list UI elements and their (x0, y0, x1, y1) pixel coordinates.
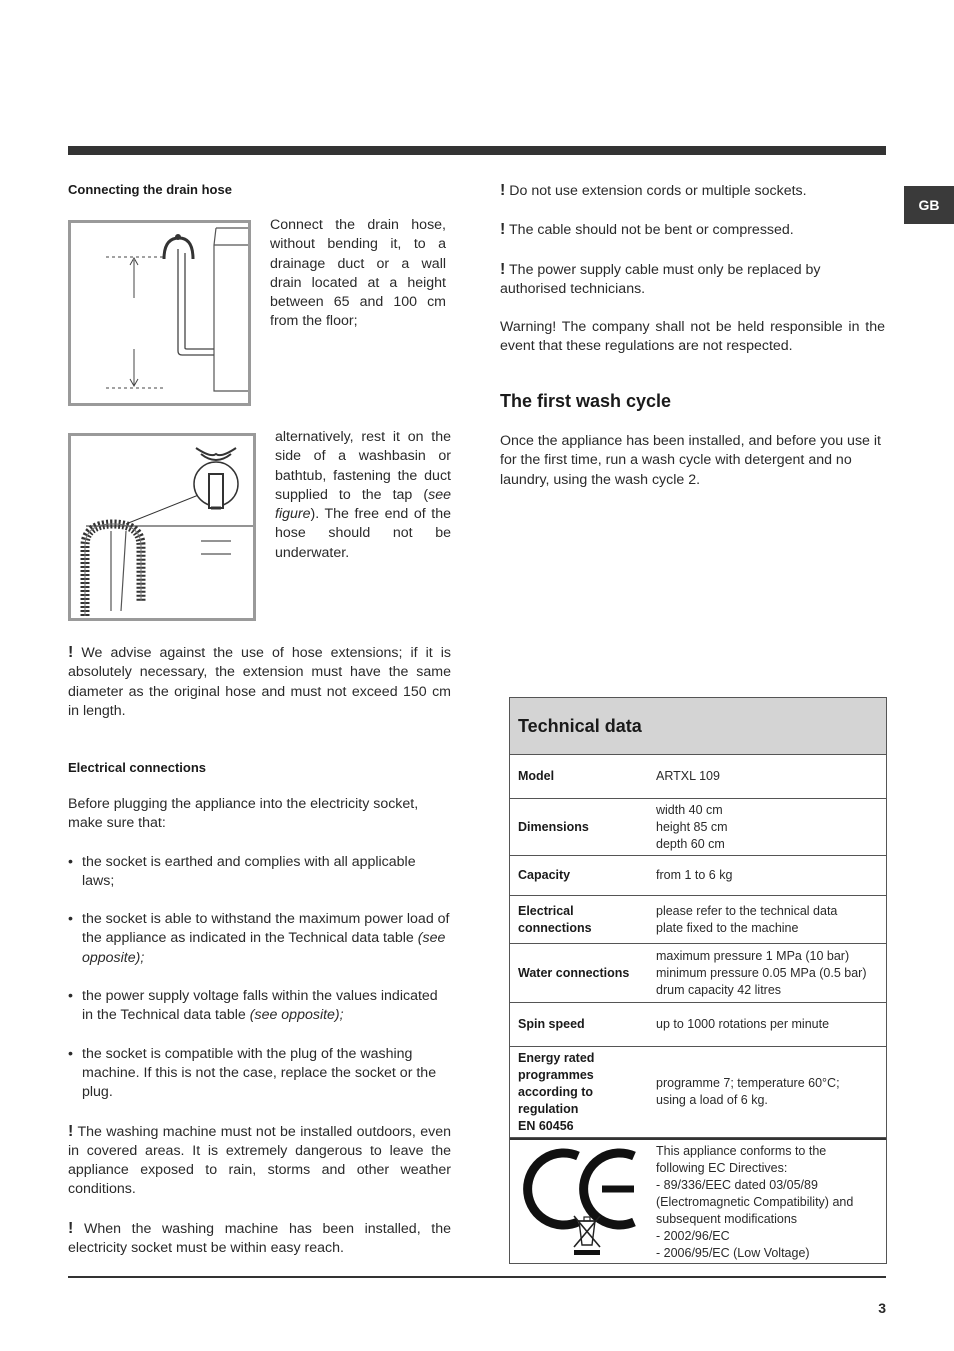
outdoors-warning: ! The washing machine must not be installed outdoors, even in covered areas. It is extremely dangerous to leave the appliance exposed to rain, storms and other weather conditions. (68, 1122, 451, 1198)
electrical-intro: Before plugging the appliance into the electricity socket, make sure that: (68, 796, 419, 832)
model-value: ARTXL 109 (656, 769, 720, 783)
model-label: Model (518, 769, 555, 783)
drain-text-1: Connect the drain hose, without bending it, to a drainage duct or a wall drain located at a height between 65 and 100 cm from the floor; (270, 217, 446, 330)
extension-cord-warning: ! Do not use extension cords or multiple sockets. (500, 182, 807, 199)
electrical-section (68, 795, 451, 1258)
table-row-dimensions (510, 799, 886, 856)
bullet-earthed: • the socket is earthed and complies with all applicable laws; (68, 853, 451, 892)
top-rule (68, 146, 886, 155)
bullet-voltage: • the power supply voltage falls within the values indicated in the Technical data table (see opposite); (68, 987, 451, 1026)
electrical-label: Electrical connections (518, 903, 592, 935)
technical-data-title: Technical data (510, 698, 886, 755)
table-row-model (510, 755, 886, 799)
technical-data-table (509, 697, 887, 1264)
socket-reach-warning: ! When the washing machine has been installed, the electricity socket must be within easy reach. (68, 1219, 451, 1257)
drain-text-2: alternatively, rest it on the side of a washbasin or bathtub, fastening the duct supplied to the tap (see figure). The free end of the hose should not be underwater. (275, 429, 451, 561)
table-row-water (510, 944, 886, 1003)
weee-bin-icon (570, 1213, 604, 1255)
cable-replace-warning: ! The power supply cable must only be replaced by authorised technicians. (500, 260, 821, 297)
table-row-spin (510, 1003, 886, 1047)
table-row-electrical (510, 896, 886, 944)
water-label: Water connections (518, 965, 630, 980)
drain-basin-illustration (71, 436, 253, 618)
dimensions-value: width 40 cm height 85 cm depth 60 cm (656, 802, 728, 851)
bullet-power-load: • the socket is able to withstand the maximum power load of the appliance as indicated in the Technical data table (see opposite); (68, 910, 451, 968)
language-tab: GB (904, 186, 954, 224)
bullet-plug: • the socket is compatible with the plug of the washing machine. If this is not the case, replace the socket or the plug. (68, 1045, 451, 1103)
drain-hose-heading: Connecting the drain hose (68, 182, 232, 197)
capacity-value: from 1 to 6 kg (656, 868, 733, 882)
hose-extension-warning: ! We advise against the use of hose extensions; if it is absolutely necessary, the extension must have the same diameter as the original hose and must not exceed 150 cm in length. (68, 644, 451, 719)
page-number: 3 (878, 1300, 886, 1316)
cable-bent-warning: ! The cable should not be bent or compressed. (500, 221, 794, 239)
spin-value: up to 1000 rotations per minute (656, 1017, 830, 1031)
electrical-value: please refer to the technical data plate fixed to the machine (656, 903, 838, 935)
table-row-energy (510, 1047, 886, 1138)
ce-directives: This appliance conforms to the following EC Directives: - 89/336/EEC dated 03/05/89 (Electromagnetic Compatibility) and subsequent modifications - 2002/96/EC - 2006/95/EC (Low Voltage) (656, 1144, 854, 1260)
company-warning: Warning! The company shall not be held responsible in the event that these regulations are not respected. (500, 319, 885, 355)
capacity-label: Capacity (518, 868, 571, 882)
first-wash-text: Once the appliance has been installed, and before you use it for the first time, run a wash cycle with detergent and no laundry, using the wash cycle 2. (500, 433, 881, 488)
drain-wall-illustration (71, 223, 248, 403)
table-row-ce (510, 1138, 886, 1263)
energy-label: Energy rated programmes according to regulation EN 60456 (518, 1050, 595, 1133)
drain-wall-figure (68, 220, 251, 406)
bottom-rule (68, 1276, 886, 1278)
water-value: maximum pressure 1 MPa (10 bar) minimum pressure 0.05 MPa (0.5 bar) drum capacity 42 litres (656, 948, 867, 997)
first-wash-heading: The first wash cycle (500, 391, 672, 411)
energy-value: programme 7; temperature 60°C; using a load of 6 kg. (656, 1076, 840, 1107)
table-row-capacity (510, 856, 886, 896)
safety-warnings (500, 181, 885, 357)
drain-basin-figure (68, 433, 256, 621)
dimensions-label: Dimensions (518, 819, 589, 834)
spin-label: Spin speed (518, 1017, 585, 1031)
electrical-heading: Electrical connections (68, 760, 206, 775)
